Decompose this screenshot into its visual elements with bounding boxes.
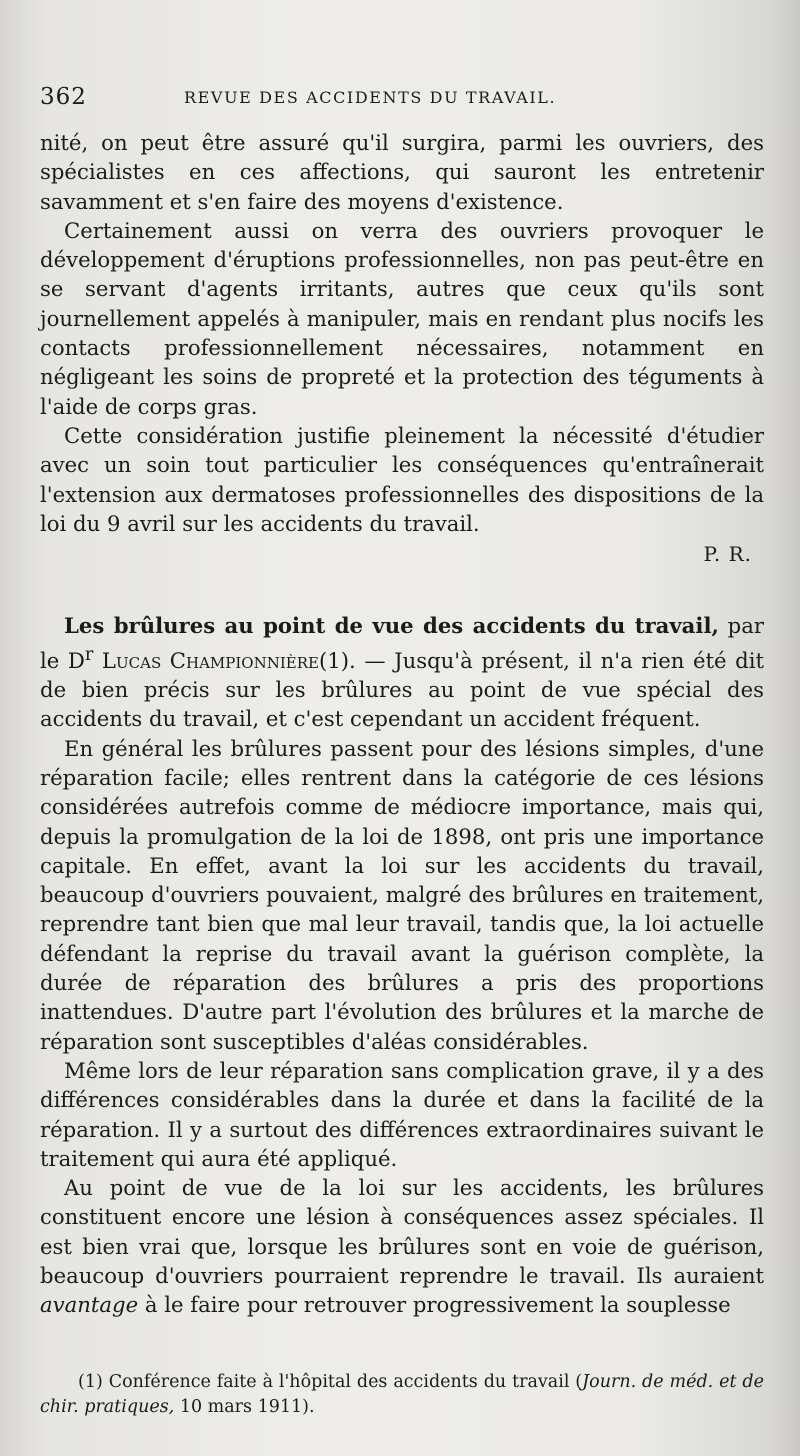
footnote-reference: (1)	[318, 647, 349, 673]
paragraph-law	[40, 1173, 764, 1319]
paragraph-continued: nité, on peut être assuré qu'il surgira, parmi les ouvriers, des spécialistes en ces affections, qui sauront les entretenir savamment et s'en faire des moyens d'existence.	[40, 130, 764, 214]
page-header	[40, 84, 760, 114]
author-initials: P. R.	[703, 542, 752, 567]
emphasized-word: avantage	[40, 1292, 139, 1318]
footnote-lead: (1) Conférence faite à l'hôpital des accidents du travail (	[78, 1372, 583, 1392]
footnote	[40, 1370, 764, 1420]
running-title: REVUE DES ACCIDENTS DU TRAVAIL.	[184, 88, 557, 107]
footnote-date: 10 mars 1911).	[174, 1397, 315, 1417]
article-title: Les brûlures au point de vue des accidents du travail,	[64, 613, 719, 639]
article-intro	[40, 611, 764, 733]
doctor-abbrev-sup: r	[84, 644, 94, 665]
paragraph-differences: Même lors de leur réparation sans complication grave, il y a des différences considérables dans la durée et dans la facilité de la réparation. Il y a surtout des différences extraordinaires suivant le traitement qui aura été appliqué.	[40, 1057, 764, 1171]
article-lead-text: . — Jusqu'à présent, il n'a rien été dit de bien précis sur les brûlures au point de vue spécial des accidents du travail, et c'est cependant un accident fréquent.	[40, 647, 764, 732]
paragraph-law-start: Au point de vue de la loi sur les accidents, les brûlures constituent encore une lésion à conséquences assez spéciales. Il est bien vrai que, lorsque les brûlures sont en voie de guérison, beaucoup d'ouvriers pourraient reprendre le travail. Ils auraient	[40, 1175, 764, 1289]
body-text	[40, 128, 764, 1320]
paragraph-eruptions: Certainement aussi on verra des ouvriers provoquer le développement d'éruptions professionnelles, non pas peut-être en se servant d'agents irritants, autres que ceux qu'ils sont journellement appelés à manipuler, mais en rendant plus nocifs les contacts professionnellement nécessaires, notamment en négligeant les soins de propreté et la protection des téguments à l'aide de corps gras.	[40, 217, 764, 419]
paragraph-general: En général les brûlures passent pour des lésions simples, d'une réparation facile; elles rentrent dans la catégorie de ces lésions considérées autrefois comme de médiocre importance, mais qui, depuis la promulgation de la loi de 1898, ont pris une importance capitale. En effet, avant la loi sur les accidents du travail, beaucoup d'ouvriers pouvaient, malgré des brûlures en traitement, reprendre tant bien que mal leur travail, tandis que, la loi actuelle défendant la reprise du travail avant la guérison complète, la durée de réparation des brûlures a pris des proportions inattendues. D'autre part l'évolution des brûlures et la marche de réparation sont susceptibles d'aléas considérables.	[40, 735, 764, 1054]
paragraph-law-end: à le faire pour retrouver progressivement la souplesse	[138, 1292, 731, 1318]
article-byline: par le D	[40, 613, 764, 673]
footnote-journal: Journ. de méd. et de chir. pratiques,	[40, 1372, 764, 1417]
paragraph-consideration: Cette considération justifie pleinement la nécessité d'étudier avec un soin tout particulier les conséquences qu'entraînerait l'extension aux dermatoses professionnelles des dispositions de la loi du 9 avril sur les accidents du travail.	[40, 422, 764, 536]
page-number: 362	[40, 84, 87, 110]
article-author: Lucas Championnière	[93, 647, 319, 673]
